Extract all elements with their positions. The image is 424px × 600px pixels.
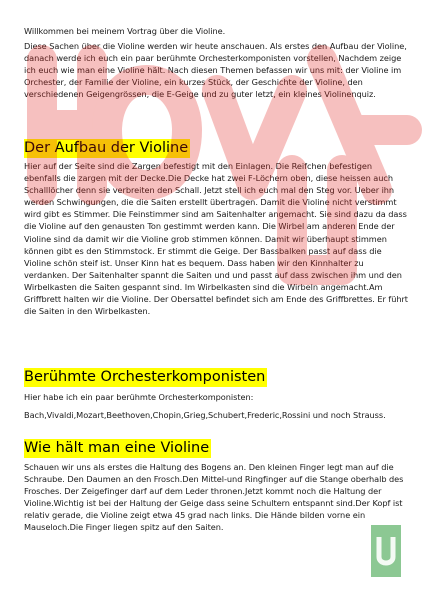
intro-paragraph: Diese Sachen über die Violine werden wir heute anschauen. Als erstes den Aufbau der Violine, danach werde ich euch ein paar berühmte Orchesterkomponisten vorstellen, Nachdem zeige ich euch wie man eine Violine hält. Nach diesen Themen befassen wir uns mit: der Violine im Orchester, der Familie der Violine, ein kurzes Stück, der Geschichte der Violine, den verschiedenen Geigengrössen, die E-Geige und zu guter letzt, ein kleines Violinenquiz. [24, 41, 407, 100]
section-heading-aufbau: Der Aufbau der Violine [24, 140, 189, 156]
section-heading-haltung: Wie hält man eine Violine [24, 440, 210, 456]
komponisten-list: Bach,Vivaldi,Mozart,Beethoven,Chopin,Grieg,Schubert,Frederic,Rossini und noch Strauss. [24, 410, 386, 420]
section-body-aufbau: Hier auf der Seite sind die Zargen befestigt mit den Einlagen. Die Reifchen befestigen ebenfalls die zargen mit der Decke.Die Decke hat zwei F-Löchern oben, diese heissen auch Schalllöcher denn sie verbreiten den Schall. Jetzt stell ich euch mal den Steg vor. Ueber ihn werden Schwingungen, die die Saiten erstellt übertragen. Damit die Violine nicht verstimmt wird gibt es Stimmer. Die Feinstimmer sind am Saitenhalter angemacht. Sie sind dazu da dass die Violine auf den genausten Ton gestimmt werden kann. Die Wirbel am anderen Ende der Violine sind da damit wir die Violine grob stimmen können. Damit wir überhaupt stimmen können gibt es den Stimmstock. Er stimmt die Geige. Der Bassbalken passt auf dass die Violine schön steif ist. Unser Kinn hat es bequem. Dass haben wir den Kinnhalter zu verdanken. Der Saitenhalter spannt die Saiten und und passt auf dass zwischen ihm und den Wirbelkasten die Saiten gespannt sind. Im Wirbelkasten sind die Wirbeln angemacht.Am Griffbrett halten wir die Violine. Der Obersattel befindet sich am Ende des Griffbrettes. Er führt die Saiten in den Wirbelkasten. [24, 161, 408, 317]
section-body-haltung: Schauen wir uns als erstes die Haltung des Bogens an. Den kleinen Finger legt man auf die Schraube. Den Daumen an den Frosch.Den Mittel-und Ringfinger auf die Stange oberhalb des Frosches. Der Zeigefinger darf auf dem Leder thronen.Jetzt kommt noch die Haltung der Violine.Wichtig ist bei der Haltung der Geige dass seine Schultern entspannt sind.Der Kopf ist relativ gerade, die Violine zeigt etwa 45 grad nach links. Die Hände bilden vorne ein Mauseloch.Die Finger liegen spitz auf den Saiten. [24, 462, 404, 533]
intro-line: Willkommen bei meinem Vortrag über die Violine. [24, 26, 226, 36]
section-heading-komponisten: Berühmte Orchesterkomponisten [24, 369, 266, 385]
watermark-logo [371, 525, 401, 577]
komponisten-intro: Hier habe ich ein paar berühmte Orchesterkomponisten: [24, 392, 254, 402]
